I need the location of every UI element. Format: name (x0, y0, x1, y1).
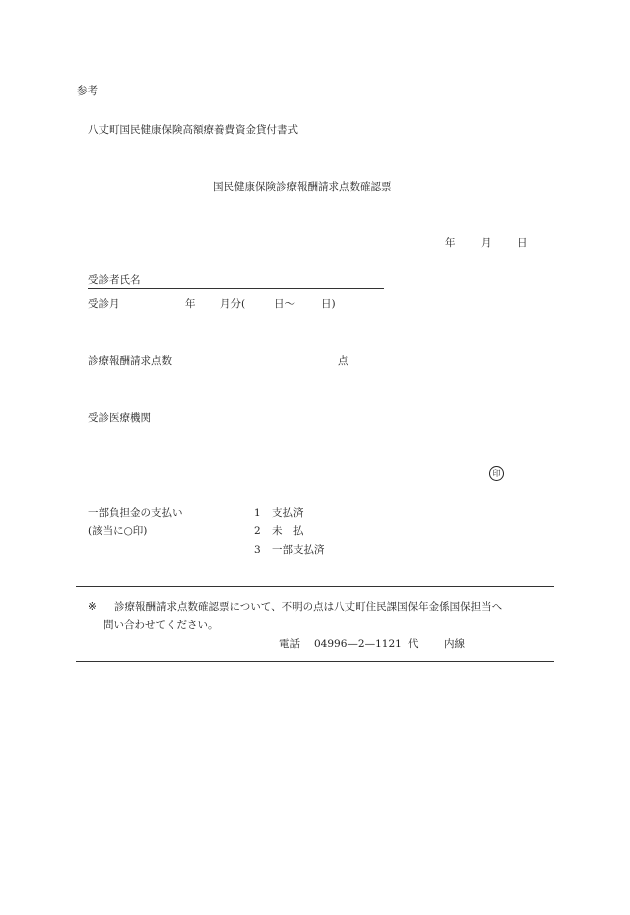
seal-mark: 印 (489, 466, 504, 481)
note-mark: ※ (88, 601, 97, 613)
patient-name-underline (88, 288, 384, 289)
visit-month-to: 日) (321, 298, 336, 310)
payment-label: 一部負担金の支払い (88, 507, 183, 519)
points-label: 診療報酬請求点数 (88, 355, 172, 367)
phone-extension: 内線 (444, 638, 465, 650)
institution-label: 受診医療機関 (88, 412, 151, 424)
visit-month-month: 月分( (220, 298, 246, 310)
payment-option-number: 3 (254, 544, 261, 556)
note-top-rule (76, 586, 554, 587)
payment-option-number: 1 (254, 507, 261, 519)
date-day-label: 日 (517, 237, 528, 249)
payment-option-text: 支払済 (272, 507, 304, 519)
reference-label: 参考 (77, 85, 98, 97)
payment-option-number: 2 (254, 525, 261, 537)
visit-month-label: 受診月 (88, 298, 120, 310)
payment-option-text: 一部支払済 (272, 544, 325, 556)
points-unit: 点 (338, 355, 349, 367)
note-line-1: 診療報酬請求点数確認票について、不明の点は八丈町住民課国保年金係国保担当へ (114, 601, 503, 613)
payment-option-text: 未 払 (272, 525, 304, 537)
note-bottom-rule (76, 661, 554, 662)
document-title: 国民健康保険診療報酬請求点数確認票 (213, 181, 392, 193)
note-line-2: 問い合わせてください。 (103, 619, 219, 631)
form-name: 八丈町国民健康保険高額療養費資金貸付書式 (88, 124, 298, 136)
visit-month-from: 日〜 (274, 298, 295, 310)
patient-name-label: 受診者氏名 (88, 274, 141, 286)
payment-instruction: (該当に○印) (88, 525, 148, 537)
visit-month-year: 年 (185, 298, 196, 310)
date-month-label: 月 (481, 237, 492, 249)
phone-number: 04996—2—1121 (314, 638, 402, 650)
date-year-label: 年 (445, 237, 456, 249)
phone-main: 代 (408, 638, 419, 650)
phone-label: 電話 (279, 638, 300, 650)
